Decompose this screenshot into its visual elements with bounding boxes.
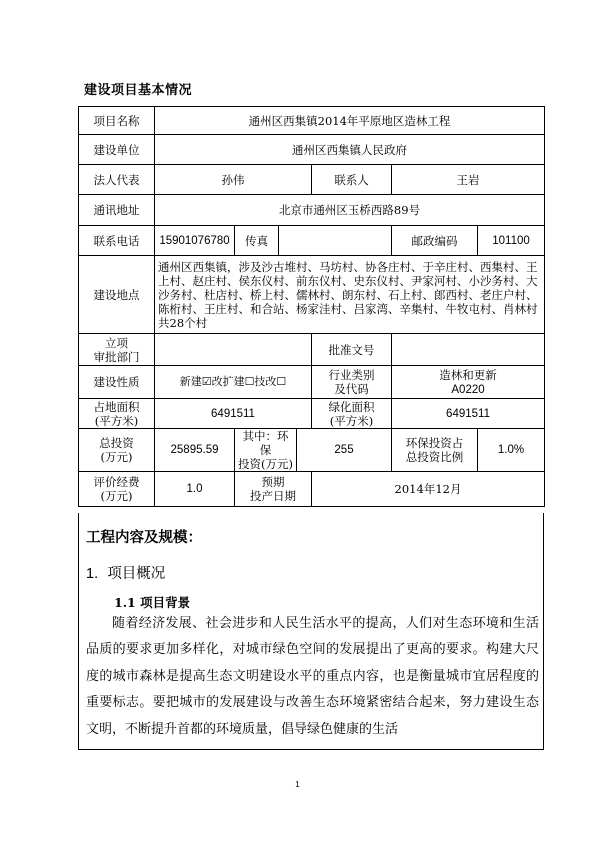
green-label bbox=[312, 399, 392, 429]
eval-fee-label bbox=[79, 472, 155, 507]
green-label-line2: (平方米) bbox=[329, 413, 374, 428]
invest-label-line2: (万元) bbox=[100, 450, 133, 464]
eval-fee-value: 1.0 bbox=[155, 472, 235, 507]
subsection-number: 1. bbox=[86, 566, 99, 582]
industry-label bbox=[312, 366, 392, 399]
phone-value: 15901076780 bbox=[155, 226, 235, 256]
approval-dept-label-line2: 审批部门 bbox=[93, 349, 140, 364]
area-label-line1: 占地面积 bbox=[93, 399, 140, 414]
project-info-table bbox=[78, 106, 545, 507]
env-invest-label-line1: 其中：环保 bbox=[242, 429, 289, 457]
date-label-line1: 预期 bbox=[261, 475, 285, 489]
legal-rep-label: 法人代表 bbox=[79, 165, 155, 195]
approval-no-value bbox=[392, 334, 545, 366]
postcode-label: 邮政编码 bbox=[392, 226, 478, 256]
nature-label: 建设性质 bbox=[79, 366, 155, 399]
fax-label: 传真 bbox=[235, 226, 279, 256]
industry-label-line2: 及代码 bbox=[334, 382, 369, 396]
eval-fee-label-line2: (万元) bbox=[100, 489, 133, 503]
approval-dept-label-line1: 立项 bbox=[105, 335, 128, 350]
location-value: 通州区西集镇，涉及沙古堆村、马坊村、协各庄村、于辛庄村、西集村、王上村、赵庄村、侯东仪村、前东仪村、史东仪村、尹家河村、小沙务村、大沙务村、杜店村、桥上村、儒林村、朗东村、石上村、郎西村、老庄户村、陈桁村、王庄村、和合站、杨家洼村、吕家湾、辛集村、牛牧屯村、肖林村共28个村 bbox=[155, 256, 545, 334]
unit-value: 通州区西集镇人民政府 bbox=[155, 135, 545, 165]
nature-value: 新建☑改扩建☐技改☐ bbox=[155, 366, 312, 399]
contact-value: 王岩 bbox=[392, 165, 545, 195]
area-value: 6491511 bbox=[155, 399, 312, 429]
contact-label: 联系人 bbox=[312, 165, 392, 195]
date-label-line2: 投产日期 bbox=[250, 489, 296, 503]
ratio-label-line2: 总投资比例 bbox=[405, 450, 464, 464]
row-area bbox=[79, 399, 545, 429]
row-address bbox=[79, 195, 545, 226]
body-paragraph bbox=[86, 611, 539, 743]
address-value: 北京市通州区玉桥西路89号 bbox=[155, 195, 545, 226]
row-phone bbox=[79, 226, 545, 256]
postcode-value: 101100 bbox=[478, 226, 545, 256]
approval-no-label: 批准文号 bbox=[312, 334, 392, 366]
row-location bbox=[79, 256, 545, 334]
approval-dept-value bbox=[155, 334, 312, 366]
location-label: 建设地点 bbox=[79, 256, 155, 334]
green-value: 6491511 bbox=[392, 399, 545, 429]
project-name-label: 项目名称 bbox=[79, 107, 155, 135]
env-invest-value: 255 bbox=[297, 429, 392, 472]
row-approval bbox=[79, 334, 545, 366]
industry-label-line1: 行业类别 bbox=[328, 368, 375, 382]
area-label bbox=[79, 399, 155, 429]
subsubsection-heading: 1.1 项目背景 bbox=[114, 595, 191, 610]
unit-label: 建设单位 bbox=[79, 135, 155, 165]
row-construction-unit bbox=[79, 135, 545, 165]
subsection-heading bbox=[86, 562, 165, 583]
row-investment bbox=[79, 429, 545, 472]
env-invest-label bbox=[235, 429, 297, 472]
date-label bbox=[235, 472, 312, 507]
address-label: 通讯地址 bbox=[79, 195, 155, 226]
phone-label: 联系电话 bbox=[79, 226, 155, 256]
ratio-label-line1: 环保投资占 bbox=[405, 436, 464, 450]
invest-label-line1: 总投资 bbox=[99, 436, 134, 450]
invest-label bbox=[79, 429, 155, 472]
paragraph-text: 随着经济发展、社会进步和人民生活水平的提高，人们对生态环境和生活品质的要求更加多样化，对城市绿色空间的发展提出了更高的要求。构建大尺度的城市森林是提高生态文明建设水平的重点内容，也是衡量城市宜居程度的重要标志。要把城市的发展建设与改善生态环境紧密结合起来，努力建设生态文明，不断提升首都的环境质量，倡导绿色健康的生活 bbox=[86, 616, 539, 737]
row-nature bbox=[79, 366, 545, 399]
ratio-label bbox=[392, 429, 478, 472]
approval-dept-label bbox=[79, 334, 155, 366]
row-project-name bbox=[79, 107, 545, 135]
section-heading: 工程内容及规模： bbox=[86, 529, 202, 546]
ratio-value: 1.0% bbox=[478, 429, 545, 472]
row-legal-rep bbox=[79, 165, 545, 195]
invest-value: 25895.59 bbox=[155, 429, 235, 472]
area-label-line2: (平方米) bbox=[94, 413, 139, 428]
project-name-value: 通州区西集镇2014年平原地区造林工程 bbox=[155, 107, 545, 135]
page-number: 1 bbox=[295, 780, 300, 789]
date-value: 2014年12月 bbox=[312, 472, 545, 507]
legal-rep-value: 孙伟 bbox=[155, 165, 312, 195]
industry-value bbox=[392, 366, 545, 399]
row-eval-fee bbox=[79, 472, 545, 507]
eval-fee-label-line1: 评价经费 bbox=[93, 475, 140, 489]
env-invest-label-line2: 投资(万元) bbox=[238, 457, 293, 471]
industry-value-line1: 造林和更新 bbox=[439, 367, 497, 382]
fax-value bbox=[279, 226, 392, 256]
page-title: 建设项目基本情况 bbox=[84, 83, 193, 98]
industry-value-line2: A0220 bbox=[451, 383, 485, 396]
subsection-title: 项目概况 bbox=[107, 566, 166, 582]
green-label-line1: 绿化面积 bbox=[328, 399, 375, 414]
